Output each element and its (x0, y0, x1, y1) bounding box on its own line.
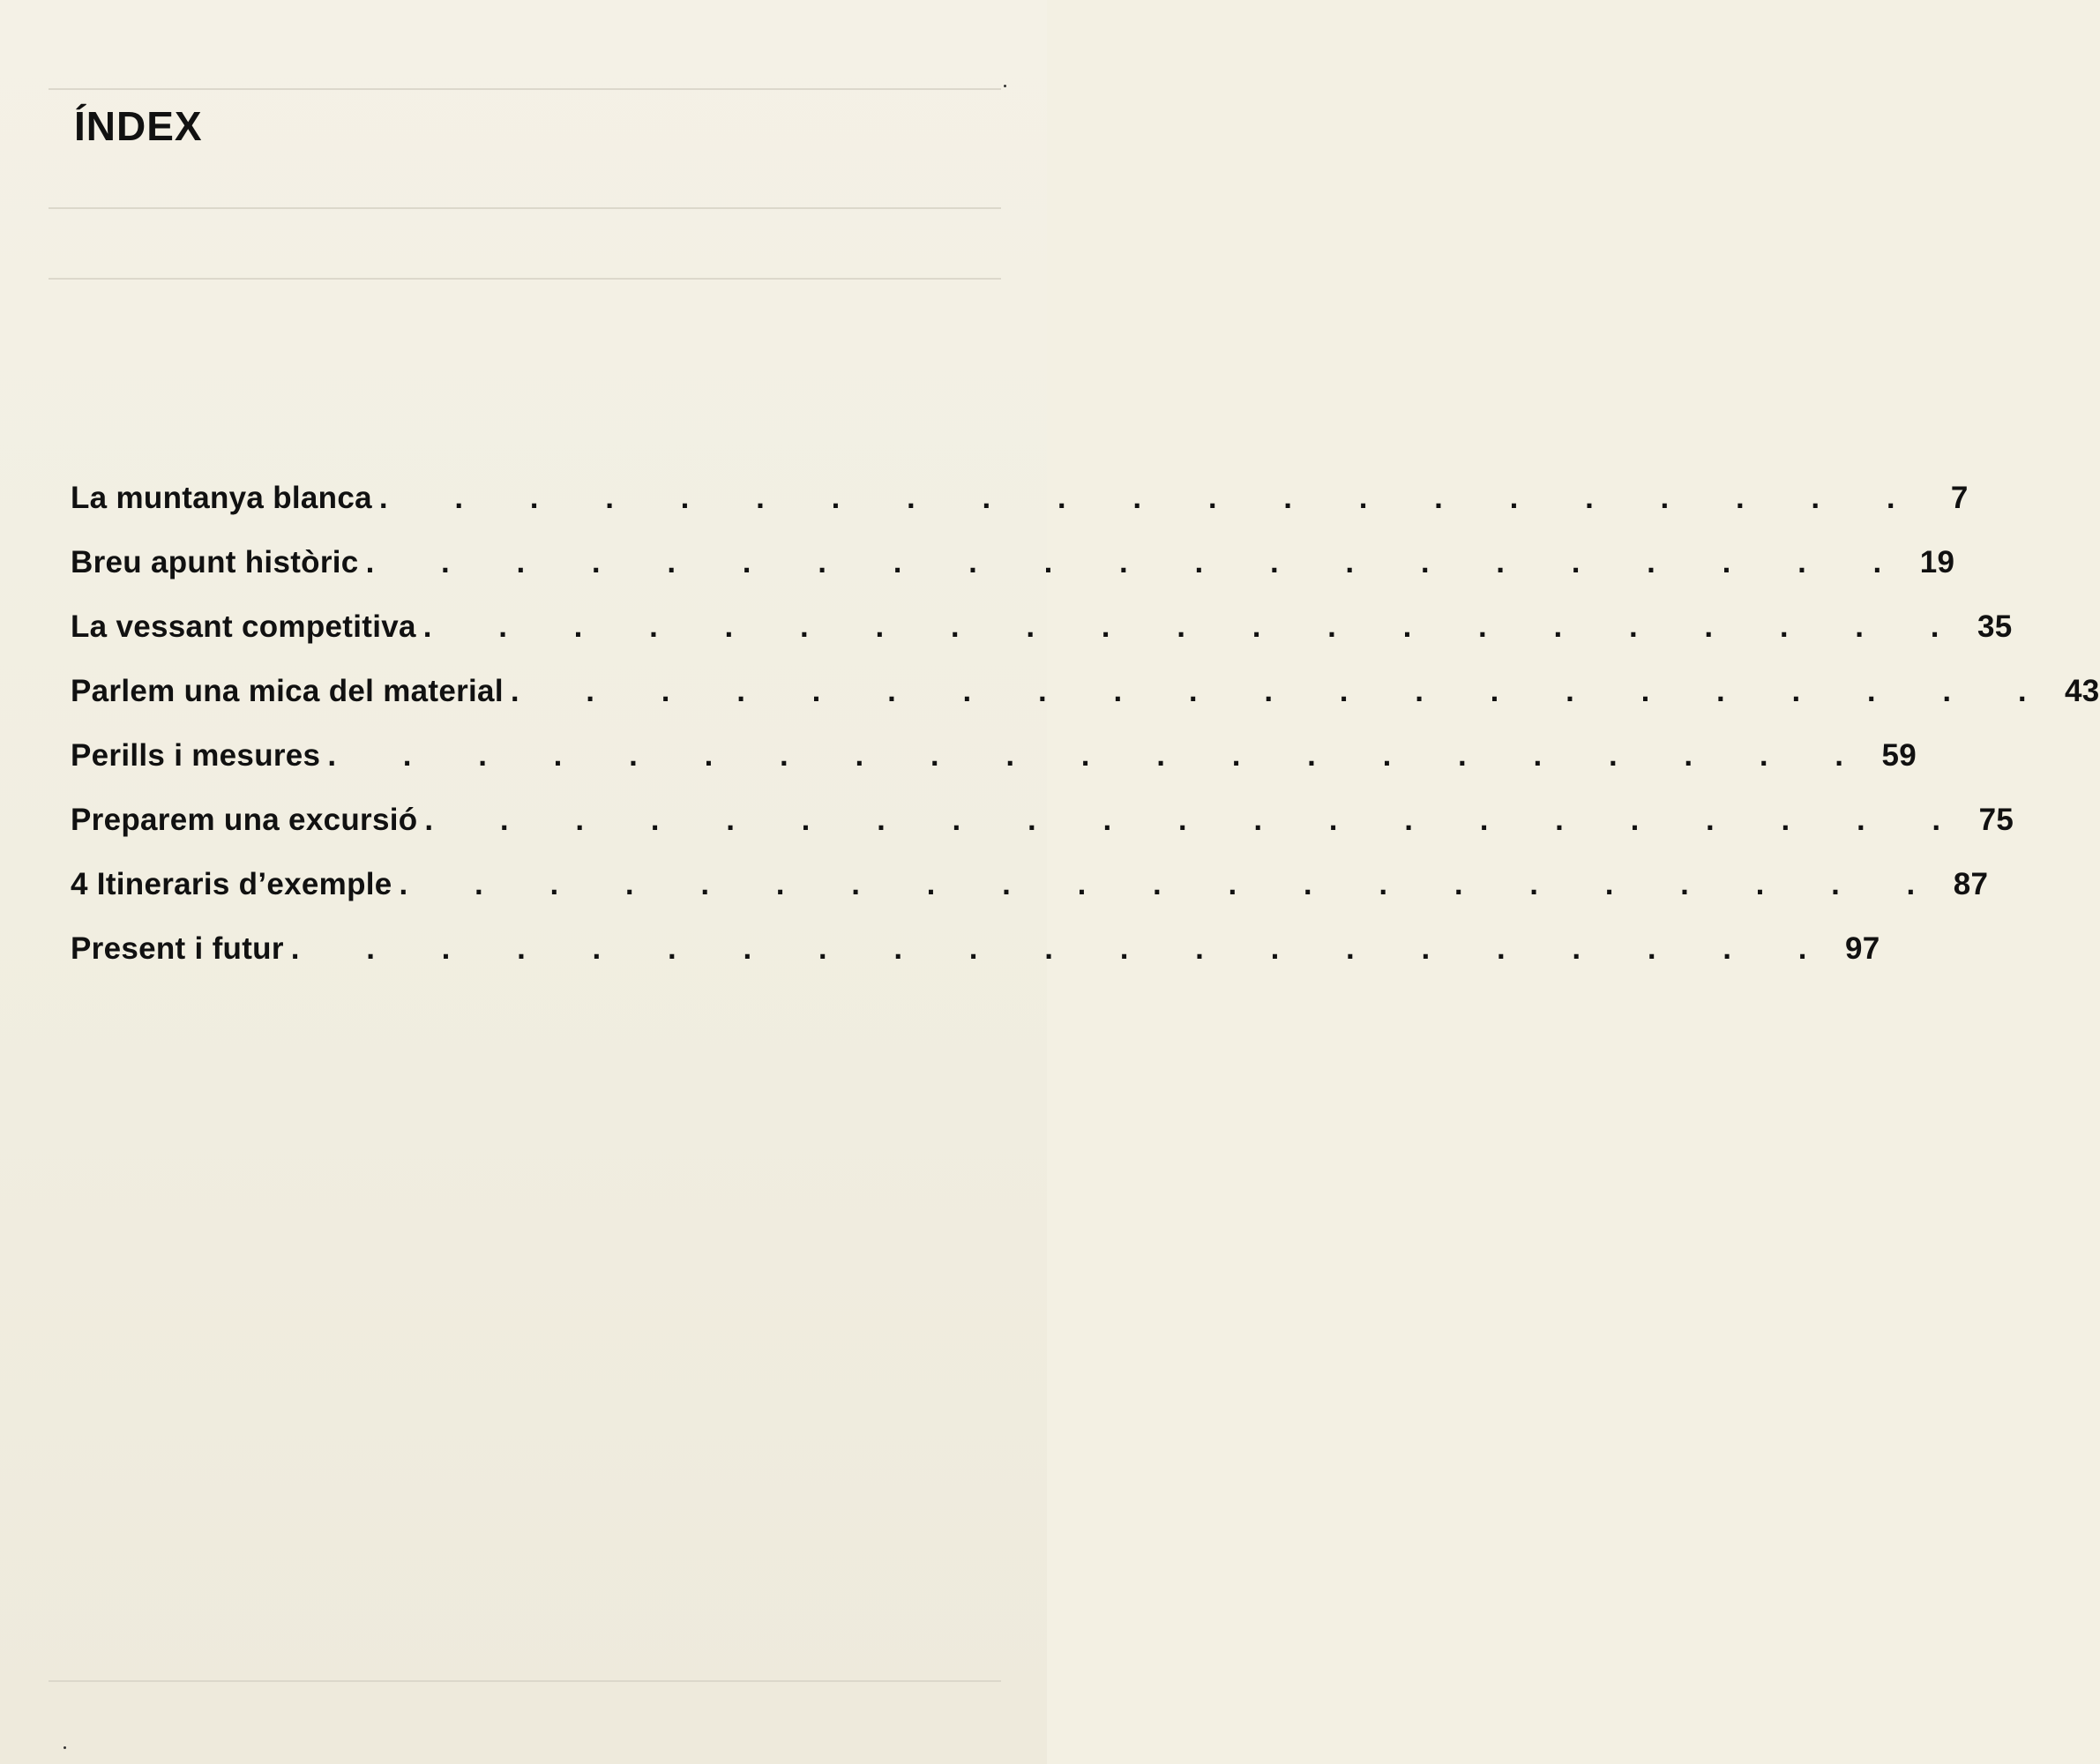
toc-entry (71, 674, 2100, 738)
toc-entry-title: La vessant competitiva (71, 609, 416, 644)
toc-entry-page: 19 (1919, 545, 1955, 579)
toc-entry-page: 97 (1844, 931, 1880, 966)
paper-speck (1004, 85, 1006, 87)
paper-speck (64, 1746, 66, 1749)
toc-entry-page: 59 (1881, 738, 1917, 773)
toc-entry-page: 87 (1953, 867, 1989, 901)
toc-entry-page: 43 (2065, 674, 2100, 708)
toc-entry-title: Perills i mesures (71, 738, 321, 773)
toc-entry-title: 4 Itineraris d’exemple (71, 867, 392, 901)
toc-entry (71, 803, 2014, 867)
toc-entry-page: 35 (1977, 609, 2013, 644)
toc-entry-page: 7 (1950, 481, 1969, 515)
toc-entry-title: La muntanya blanca (71, 481, 372, 515)
toc-dot-leader: . . . . . . . . . . . . . . . . . . . . . (399, 867, 1945, 901)
toc-dot-leader: . . . . . . . . . . . . . . . . . . . . . (378, 481, 1924, 515)
table-of-contents (71, 481, 2100, 996)
page-title: ÍNDEX (74, 103, 203, 149)
toc-entry-title: Present i futur (71, 931, 284, 966)
toc-entry (71, 867, 1989, 931)
show-through-rule-bottom (49, 1680, 1001, 1682)
toc-entry-page: 75 (1978, 803, 2014, 837)
toc-dot-leader: . . . . . . . . . . . . . . . . . . . . . (327, 738, 1873, 773)
toc-dot-leader: . . . . . . . . . . . . . . . . . . . . . (510, 674, 2056, 708)
show-through-rule-3 (49, 278, 1001, 280)
toc-dot-leader: . . . . . . . . . . . . . . . . . . . . . (290, 931, 1836, 966)
show-through-rule-top (49, 88, 1001, 90)
toc-entry-title: Parlem una mica del material (71, 674, 504, 708)
toc-entry (71, 609, 2013, 674)
toc-entry (71, 738, 1917, 803)
toc-entry (71, 545, 1955, 609)
show-through-rule-2 (49, 207, 1001, 209)
toc-entry-title: Preparem una excursió (71, 803, 418, 837)
toc-dot-leader: . . . . . . . . . . . . . . . . . . . . . (424, 803, 1970, 837)
toc-dot-leader: . . . . . . . . . . . . . . . . . . . . . (422, 609, 1969, 644)
toc-entry (71, 931, 1880, 996)
toc-entry-title: Breu apunt històric (71, 545, 359, 579)
toc-dot-leader: . . . . . . . . . . . . . . . . . . . . . (365, 545, 1911, 579)
toc-entry (71, 481, 1969, 545)
